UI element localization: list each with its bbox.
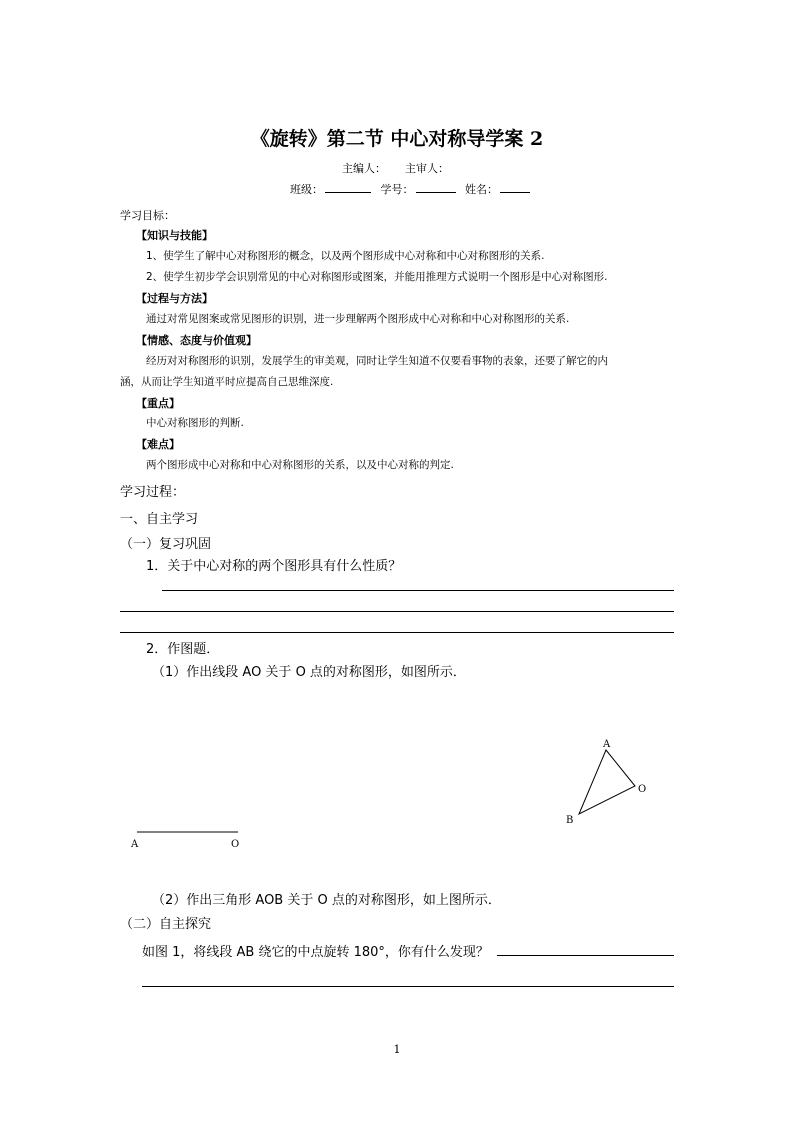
point-o-label: O <box>231 839 240 850</box>
triangle-aob <box>579 750 635 814</box>
vertex-a-label: A <box>603 739 611 750</box>
knowledge-item-1: 1、使学生了解中心对称图形的概念，以及两个图形成中心对称和中心对称图形的关系. <box>146 250 545 262</box>
question-2-part-2: （2）作出三角形 AOB 关于 O 点的对称图形，如上图所示． <box>152 893 501 908</box>
process-heading: 【过程与方法】 <box>136 292 213 305</box>
answer-line-1[interactable] <box>162 590 674 591</box>
process-section-heading: 学习过程： <box>120 485 186 500</box>
question-2-part-1: （1）作出线段 AO 关于 O 点的对称图形，如图所示． <box>152 665 466 680</box>
question-2: 2．作图题． <box>146 642 220 657</box>
page-title: 《旋转》第二节 中心对称导学案 2 <box>250 128 544 150</box>
difficulty-text: 两个图形成中心对称和中心对称图形的关系，以及中心对称的判定. <box>146 459 454 471</box>
class-label: 班级： <box>290 183 323 196</box>
student-id-blank[interactable] <box>416 182 456 193</box>
key-point-heading: 【重点】 <box>136 397 180 410</box>
student-id-label: 学号： <box>380 183 414 196</box>
explore-answer-line-1[interactable] <box>497 955 674 956</box>
attitude-heading: 【情感、态度与价值观】 <box>136 334 257 347</box>
review-subheading: （一）复习巩固 <box>120 537 212 552</box>
editor-label: 主编人： <box>342 162 386 175</box>
attitude-line-2: 涵，从而让学生知道平时应提高自己思维深度. <box>120 376 334 388</box>
key-point-text: 中心对称图形的判断. <box>146 417 244 429</box>
knowledge-heading: 【知识与技能】 <box>136 229 213 242</box>
triangle-aob-figure <box>560 734 660 829</box>
vertex-o-label: O <box>638 784 647 795</box>
name-blank[interactable] <box>500 182 530 193</box>
class-blank[interactable] <box>325 182 371 193</box>
explore-subheading: （二）自主探究 <box>120 917 212 932</box>
question-1: 1．关于中心对称的两个图形具有什么性质？ <box>146 559 402 574</box>
attitude-line-1: 经历对对称图形的识别，发展学生的审美观，同时让学生知道不仅要看事物的表象，还要了解它的内 <box>146 355 608 367</box>
student-info-line <box>290 181 536 197</box>
point-a-label: A <box>131 839 139 850</box>
name-label: 姓名： <box>465 183 498 196</box>
answer-line-2[interactable] <box>120 611 674 612</box>
explore-question: 如图 1，将线段 AB 绕它的中点旋转 180°，你有什么发现？ <box>142 945 489 960</box>
knowledge-item-2: 2、使学生初步学会识别常见的中心对称图形或图案，并能用推理方式说明一个图形是中心对称图形. <box>146 271 608 283</box>
process-text: 通过对常见图案或常见图形的识别，进一步理解两个图形成中心对称和中心对称图形的关系. <box>146 313 570 325</box>
self-study-heading: 一、自主学习 <box>120 512 199 527</box>
vertex-b-label: B <box>566 815 574 826</box>
difficulty-heading: 【难点】 <box>136 438 180 451</box>
objectives-heading: 学习目标： <box>120 209 175 222</box>
segment-ao-figure <box>128 824 248 854</box>
page-number: 1 <box>393 1043 401 1056</box>
explore-answer-line-2[interactable] <box>142 986 674 987</box>
answer-line-3[interactable] <box>120 632 674 633</box>
reviewer-label: 主审人： <box>405 162 449 175</box>
editor-line <box>342 160 449 176</box>
